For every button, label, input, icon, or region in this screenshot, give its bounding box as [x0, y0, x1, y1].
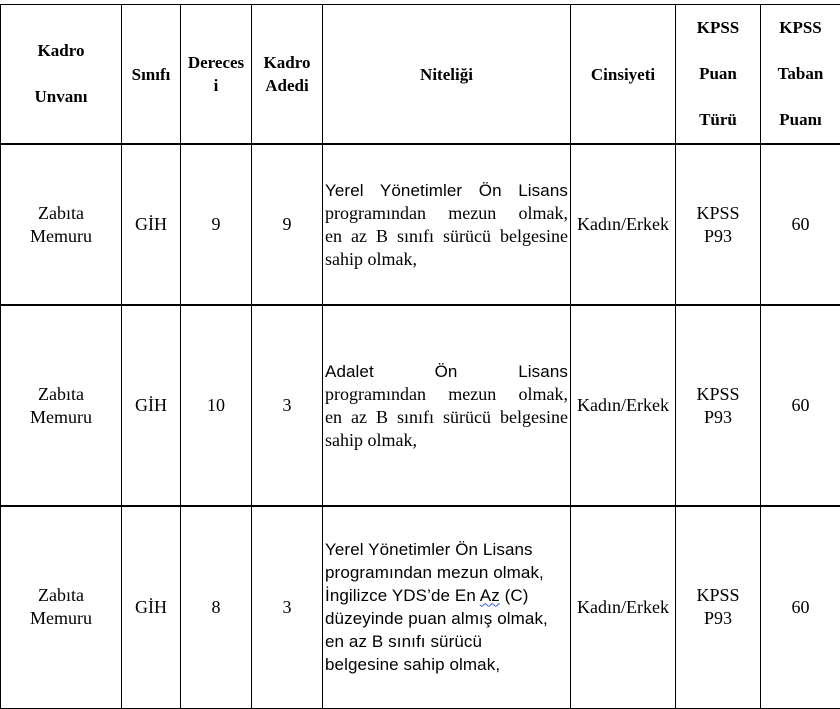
niteligi-line: sahip olmak, [325, 248, 568, 271]
cell-niteligi [323, 506, 571, 708]
header-kpss-taban-puani [761, 5, 840, 145]
header-derecesi-line1: Dereces [188, 53, 244, 72]
niteligi-line: programından mezun olmak, [325, 383, 568, 406]
cell-kadro-adedi: 3 [252, 305, 323, 506]
unvan-line2: Memuru [30, 608, 92, 628]
header-kadro-unvani [1, 5, 122, 145]
cell-cinsiyeti: Kadın/Erkek [571, 144, 676, 305]
cell-sinifi: GİH [122, 305, 181, 506]
niteligi-line: Yerel Yönetimler Ön Lisans [325, 538, 568, 561]
header-kadro-adedi-line2: Adedi [265, 76, 308, 95]
table-row [1, 144, 840, 305]
niteligi-line: en az B sınıfı sürücü [325, 630, 568, 653]
niteligi-line: en az B sınıfı sürücü belgesine [325, 225, 568, 248]
unvan-line2: Memuru [30, 407, 92, 427]
cell-sinifi: GİH [122, 144, 181, 305]
niteligi-line: Yerel Yönetimler Ön Lisans [325, 179, 568, 202]
cell-sinifi: GİH [122, 506, 181, 708]
header-sinifi-label: Sınıfı [132, 65, 171, 84]
puan-turu-line1: KPSS [696, 384, 739, 404]
header-kpss-puan-turu [676, 5, 761, 145]
header-kpss-puan-turu-line1: KPSS [697, 18, 740, 37]
header-kadro-unvani-line1: Kadro [38, 41, 85, 60]
unvan-line1: Zabıta [38, 585, 84, 605]
cell-kpss-puan-turu [676, 305, 761, 506]
puan-turu-line2: P93 [704, 226, 732, 246]
cell-kadro-unvani [1, 144, 122, 305]
header-kadro-unvani-line2: Unvanı [35, 87, 88, 106]
cell-kpss-taban-puani: 60 [761, 144, 840, 305]
niteligi-line: Adalet Ön Lisans [325, 360, 568, 383]
unvan-line1: Zabıta [38, 203, 84, 223]
cell-kadro-adedi: 9 [252, 144, 323, 305]
kadro-table [0, 4, 840, 709]
niteligi-fragment: (C) [500, 586, 529, 605]
cell-derecesi: 9 [181, 144, 252, 305]
header-kpss-puan-turu-line2: Puan [699, 64, 737, 83]
cell-cinsiyeti: Kadın/Erkek [571, 305, 676, 506]
header-cinsiyeti-label: Cinsiyeti [591, 65, 655, 84]
cell-niteligi [323, 144, 571, 305]
cell-kadro-adedi: 3 [252, 506, 323, 708]
niteligi-line: en az B sınıfı sürücü belgesine [325, 406, 568, 429]
puan-turu-line2: P93 [704, 407, 732, 427]
header-derecesi-line2: i [214, 76, 219, 95]
header-kpss-puan-turu-line3: Türü [699, 110, 737, 129]
header-kadro-adedi-line1: Kadro [264, 53, 311, 72]
cell-kadro-unvani [1, 305, 122, 506]
niteligi-line [325, 584, 568, 607]
header-derecesi [181, 5, 252, 145]
header-row [1, 5, 840, 145]
cell-derecesi: 10 [181, 305, 252, 506]
header-niteligi-label: Niteliği [420, 65, 473, 84]
cell-kadro-unvani [1, 506, 122, 708]
header-kpss-taban-puani-line2: Taban [778, 64, 824, 83]
puan-turu-line2: P93 [704, 608, 732, 628]
header-kpss-taban-puani-line3: Puanı [779, 110, 822, 129]
header-niteligi [323, 5, 571, 145]
niteligi-line: programından mezun olmak, [325, 561, 568, 584]
cell-kpss-taban-puani: 60 [761, 506, 840, 708]
spellcheck-underlined-word: Az [480, 586, 500, 605]
header-kadro-adedi [252, 5, 323, 145]
niteligi-line: sahip olmak, [325, 429, 568, 452]
niteligi-fragment: İngilizce YDS’de En [325, 586, 476, 605]
cell-kpss-puan-turu [676, 506, 761, 708]
table-row [1, 506, 840, 708]
unvan-line1: Zabıta [38, 384, 84, 404]
header-cinsiyeti [571, 5, 676, 145]
niteligi-line: programından mezun olmak, [325, 202, 568, 225]
cell-kpss-taban-puani: 60 [761, 305, 840, 506]
cell-derecesi: 8 [181, 506, 252, 708]
niteligi-line: belgesine sahip olmak, [325, 653, 568, 676]
cell-niteligi [323, 305, 571, 506]
unvan-line2: Memuru [30, 226, 92, 246]
puan-turu-line1: KPSS [696, 203, 739, 223]
header-kpss-taban-puani-line1: KPSS [779, 18, 822, 37]
niteligi-line: düzeyinde puan almış olmak, [325, 607, 568, 630]
puan-turu-line1: KPSS [696, 585, 739, 605]
cell-cinsiyeti: Kadın/Erkek [571, 506, 676, 708]
cell-kpss-puan-turu [676, 144, 761, 305]
table-row [1, 305, 840, 506]
header-sinifi [122, 5, 181, 145]
